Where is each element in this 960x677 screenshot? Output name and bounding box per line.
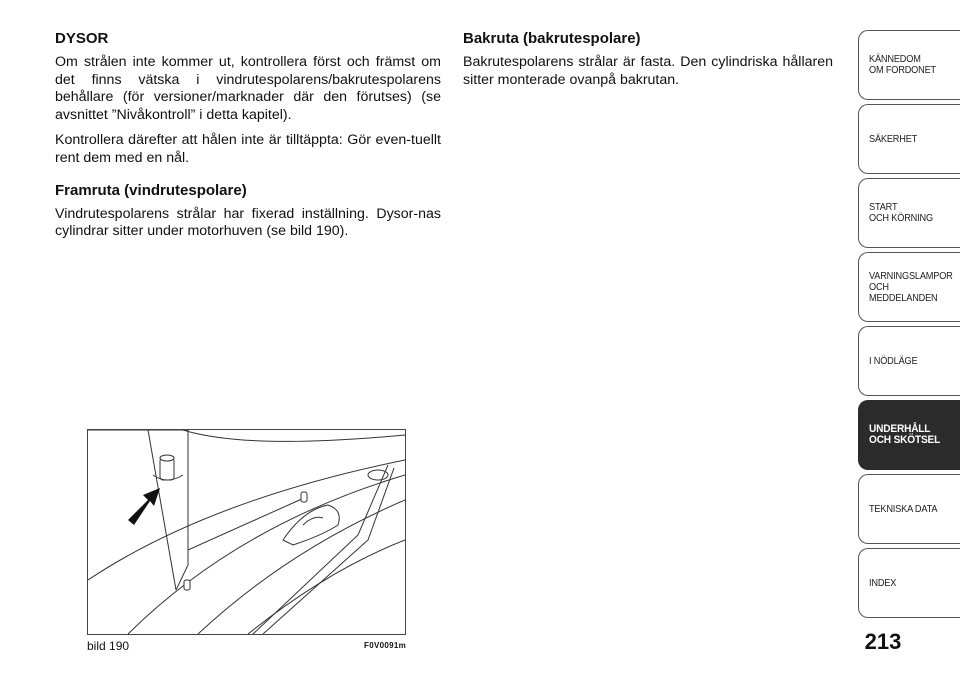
chapter-tab[interactable]	[858, 178, 960, 248]
figure-caption	[87, 639, 406, 653]
washer-nozzle-drawing	[88, 430, 405, 634]
subheading-bakruta: Bakruta (bakrutespolare)	[463, 30, 641, 47]
chapter-tab-label: UNDERHÅLL OCH SKÖTSEL	[869, 423, 941, 446]
chapter-tab[interactable]	[858, 400, 960, 470]
figure-code: F0V0091m	[364, 641, 406, 650]
chapter-tab[interactable]	[858, 104, 960, 174]
chapter-tab[interactable]	[858, 252, 960, 322]
paragraph: Kontrollera därefter att hålen inte är tilltäppta: Gör even-tuellt rent dem med en nål.	[55, 132, 441, 166]
chapter-tab-label: VARNINGSLAMPOR OCH MEDDELANDEN	[869, 270, 953, 304]
page-number: 213	[864, 629, 902, 654]
left-column	[55, 30, 441, 249]
section-heading-dysor: DYSOR	[55, 30, 109, 47]
chapter-tab[interactable]	[858, 326, 960, 396]
arrow-icon	[128, 488, 160, 525]
paragraph: Bakrutespolarens strålar är fasta. Den cylindriska hållaren sitter monterade ovanpå bakrutan.	[463, 54, 833, 88]
chapter-tab[interactable]	[858, 30, 960, 100]
chapter-tab-label: START OCH KÖRNING	[869, 202, 933, 224]
chapter-tab[interactable]	[858, 474, 960, 544]
chapter-tab-label: SÄKERHET	[869, 133, 918, 145]
chapter-tab-label: I NÖDLÄGE	[869, 355, 918, 367]
chapter-tab[interactable]	[858, 548, 960, 618]
chapter-tab-label: INDEX	[869, 577, 897, 589]
paragraph: Vindrutespolarens strålar har fixerad inställning. Dysor-nas cylindrar sitter under motorhuven (se bild 190).	[55, 205, 441, 240]
chapter-tab-label: KÄNNEDOM OM FORDONET	[869, 54, 936, 76]
right-column	[463, 30, 833, 97]
subheading-framruta: Framruta (vindrutespolare)	[55, 181, 247, 199]
chapter-tab-label: TEKNISKA DATA	[869, 503, 938, 515]
figure-190-illustration	[87, 429, 406, 635]
figure-label: bild 190	[87, 639, 130, 653]
paragraph: Om strålen inte kommer ut, kontrollera först och främst om det finns vätska i vindrutespolarens/bakrutespolarens behållare (för versioner/marknader där den förutses) (se avsnittet ”Nivåkontroll” i detta kapitel).	[55, 54, 441, 123]
chapter-tabs	[858, 30, 960, 622]
